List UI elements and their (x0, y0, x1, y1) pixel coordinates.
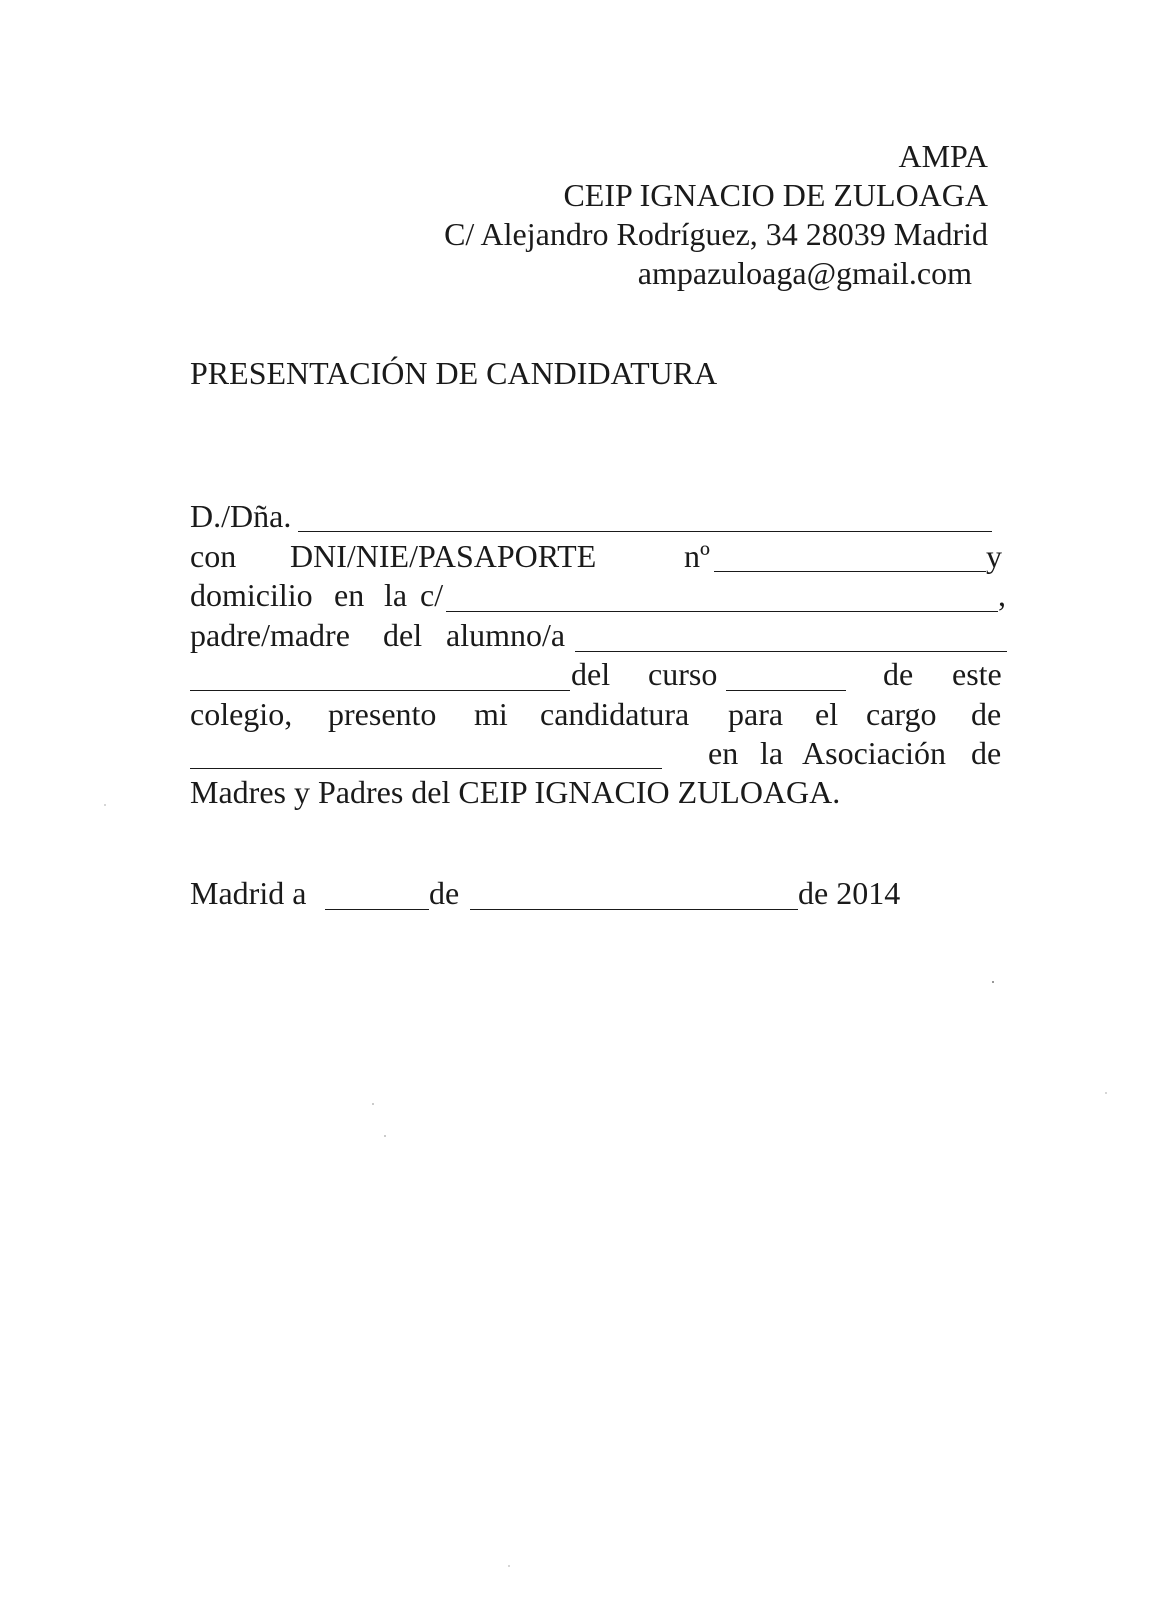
id-y-text: y (986, 538, 1002, 574)
id-num-text: nº (684, 538, 710, 574)
header-org: AMPA (898, 138, 988, 174)
scan-speck (384, 1135, 386, 1137)
scan-speck (104, 804, 106, 806)
scan-speck (372, 1103, 374, 1105)
course-text-b: curso (648, 656, 718, 692)
sentence-word-2: presento (328, 696, 437, 732)
closing-text: Madres y Padres del CEIP IGNACIO ZULOAGA. (190, 774, 841, 810)
id-blank-line (714, 571, 986, 572)
sentence-word-3: mi (474, 696, 508, 732)
scan-speck (508, 1565, 510, 1567)
address-comma: , (998, 577, 1006, 613)
parent-text-c: alumno/a (446, 617, 566, 653)
date-year-text: de 2014 (798, 875, 901, 911)
address-label-la: la (384, 577, 408, 613)
scan-speck (1105, 1092, 1107, 1094)
assoc-text-a: en (708, 735, 739, 771)
address-blank-line (446, 611, 998, 612)
student-blank-line-2 (190, 690, 570, 691)
header-email: ampazuloaga@gmail.com (637, 255, 972, 291)
sentence-word-8: de (971, 696, 1002, 732)
sentence-word-4: candidatura (540, 696, 690, 732)
address-label-en: en (334, 577, 365, 613)
position-blank-line (190, 768, 662, 769)
assoc-text-d: de (971, 735, 1002, 771)
scan-speck (992, 981, 994, 983)
assoc-text-c: Asociación (802, 735, 946, 771)
course-text-a: del (571, 656, 611, 692)
sentence-word-5: para (728, 696, 784, 732)
day-blank-line (325, 909, 429, 910)
name-blank-line (298, 531, 992, 532)
address-label-domicilio: domicilio (190, 577, 313, 613)
id-doc-text: DNI/NIE/PASAPORTE (290, 538, 597, 574)
parent-text-b: del (383, 617, 423, 653)
student-blank-line (575, 651, 1007, 652)
header-school: CEIP IGNACIO DE ZULOAGA (563, 177, 988, 213)
course-blank-line (726, 690, 846, 691)
course-text-c: de (883, 656, 914, 692)
header-address: C/ Alejandro Rodríguez, 34 28039 Madrid (444, 216, 988, 252)
parent-text-a: padre/madre (190, 617, 350, 653)
name-label: D./Dña. (190, 498, 292, 534)
sentence-word-1: colegio, (190, 696, 293, 732)
assoc-text-b: la (760, 735, 784, 771)
address-label-c: c/ (420, 577, 444, 613)
month-blank-line (470, 909, 798, 910)
course-text-d: este (952, 656, 1002, 692)
date-city-text: Madrid a (190, 875, 307, 911)
sentence-word-7: cargo (866, 696, 937, 732)
document-title: PRESENTACIÓN DE CANDIDATURA (190, 355, 718, 391)
date-de-text: de (429, 875, 460, 911)
sentence-word-6: el (815, 696, 839, 732)
id-con-text: con (190, 538, 237, 574)
